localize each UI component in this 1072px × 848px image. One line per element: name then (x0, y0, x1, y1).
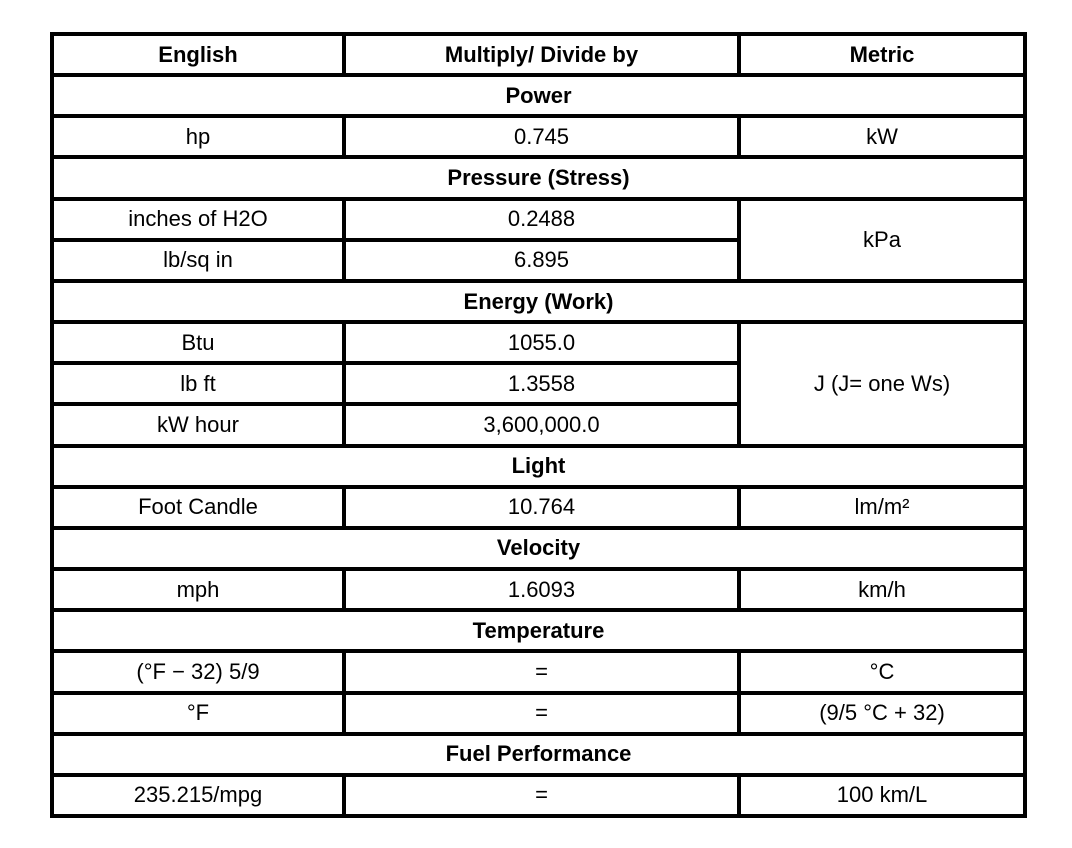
english-cell: 235.215/mpg (52, 775, 344, 816)
english-cell: inches of H2O (52, 199, 344, 240)
section-title-velocity: Velocity (52, 528, 1025, 569)
table-row (52, 569, 1025, 610)
section-row-energy (52, 281, 1025, 322)
section-row-light (52, 446, 1025, 487)
section-row-fuel (52, 734, 1025, 775)
english-cell: (°F − 32) 5/9 (52, 651, 344, 692)
metric-cell: km/h (739, 569, 1025, 610)
english-cell: kW hour (52, 404, 344, 445)
header-row (52, 34, 1025, 75)
english-cell: lb/sq in (52, 240, 344, 281)
factor-cell: 0.2488 (344, 199, 739, 240)
header-factor: Multiply/ Divide by (344, 34, 739, 75)
factor-cell: 0.745 (344, 116, 739, 157)
header-english: English (52, 34, 344, 75)
factor-cell: 6.895 (344, 240, 739, 281)
english-cell: hp (52, 116, 344, 157)
table-row (52, 199, 1025, 240)
section-title-energy: Energy (Work) (52, 281, 1025, 322)
section-title-light: Light (52, 446, 1025, 487)
section-title-fuel: Fuel Performance (52, 734, 1025, 775)
metric-cell: J (J= one Ws) (739, 322, 1025, 445)
header-metric: Metric (739, 34, 1025, 75)
factor-cell: = (344, 775, 739, 816)
table-row (52, 322, 1025, 363)
conversion-table (50, 32, 1027, 818)
section-title-temperature: Temperature (52, 610, 1025, 651)
section-row-velocity (52, 528, 1025, 569)
factor-cell: 1055.0 (344, 322, 739, 363)
section-row-power (52, 75, 1025, 116)
english-cell: Foot Candle (52, 487, 344, 528)
metric-cell: (9/5 °C + 32) (739, 693, 1025, 734)
section-row-temperature (52, 610, 1025, 651)
metric-cell: kW (739, 116, 1025, 157)
factor-cell: = (344, 651, 739, 692)
factor-cell: 1.3558 (344, 363, 739, 404)
english-cell: Btu (52, 322, 344, 363)
section-title-pressure: Pressure (Stress) (52, 157, 1025, 198)
factor-cell: 1.6093 (344, 569, 739, 610)
english-cell: lb ft (52, 363, 344, 404)
factor-cell: 3,600,000.0 (344, 404, 739, 445)
table-row (52, 693, 1025, 734)
english-cell: °F (52, 693, 344, 734)
metric-cell: kPa (739, 199, 1025, 281)
english-cell: mph (52, 569, 344, 610)
metric-cell: lm/m² (739, 487, 1025, 528)
factor-cell: 10.764 (344, 487, 739, 528)
table-row (52, 651, 1025, 692)
section-title-power: Power (52, 75, 1025, 116)
table-row (52, 487, 1025, 528)
factor-cell: = (344, 693, 739, 734)
metric-cell: 100 km/L (739, 775, 1025, 816)
table-row (52, 775, 1025, 816)
metric-cell: °C (739, 651, 1025, 692)
section-row-pressure (52, 157, 1025, 198)
table-row (52, 116, 1025, 157)
